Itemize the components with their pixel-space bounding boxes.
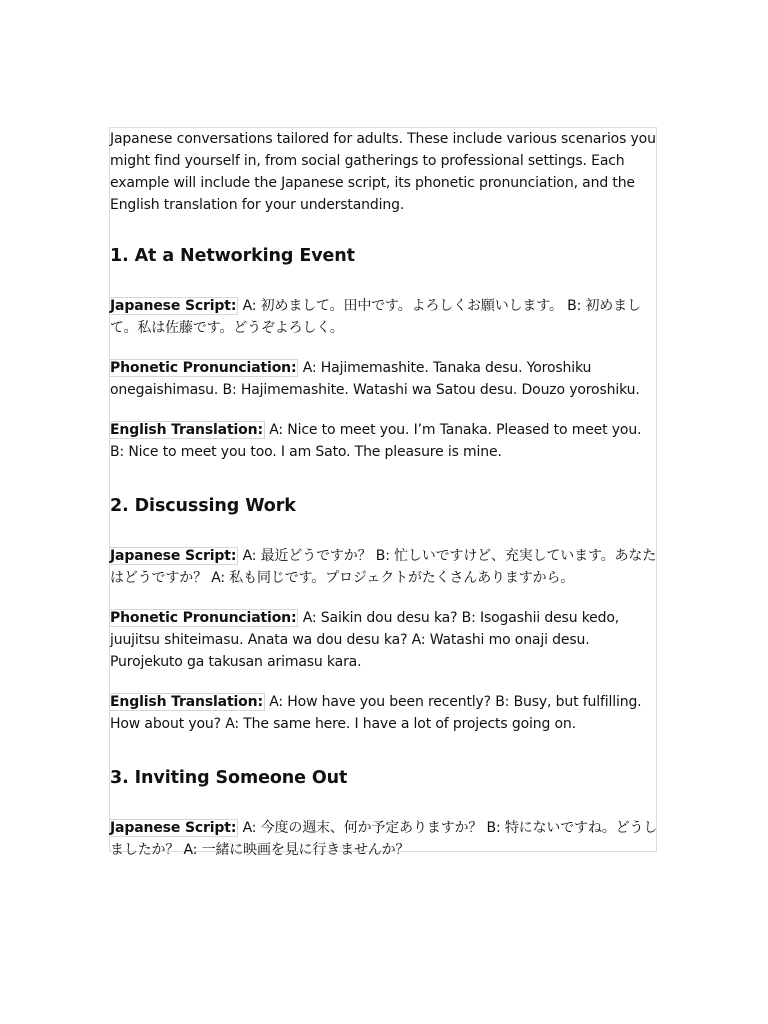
english-entry [110,419,658,463]
phonetic-text: A: Saikin dou desu ka? B: Isogashii desu kedo, juujitsu shiteimasu. Anata wa dou desu ka? A: Watashi mo onaji desu. Purojekuto ga takusan arimasu kara. [110,610,620,670]
section-heading: 2. Discussing Work [110,496,296,516]
document-content [110,128,658,879]
phonetic-entry [110,607,658,673]
japanese-script-label: Japanese Script: [110,298,237,314]
japanese-script-text: A: 最近どうですか？ B: 忙しいですけど、充実しています。あなたはどうですか？ A: 私も同じです。プロジェクトがたくさんありますから。 [110,548,657,586]
section-heading: 3. Inviting Someone Out [110,768,348,788]
english-label: English Translation: [110,694,263,710]
japanese-script-entry [110,295,658,339]
japanese-script-text: A: 今度の週末、何か予定ありますか？ B: 特にないですね。どうしましたか？ A: 一緒に映画を見に行きませんか？ [110,820,658,858]
english-entry [110,691,658,735]
english-text: A: How have you been recently? B: Busy, but fulfilling. How about you? A: The same here. I have a lot of projects going on. [110,694,642,732]
section-heading: 1. At a Networking Event [110,246,355,266]
japanese-script-entry [110,545,658,589]
japanese-script-text: A: 初めまして。田中です。よろしくお願いします。 B: 初めまして。私は佐藤です。どうぞよろしく。 [110,298,641,336]
intro-paragraph: Japanese conversations tailored for adults. These include various scenarios you might find yourself in, from social gatherings to professional settings. Each example will include the Japanese script, its phonetic pronunciation, and the English translation for your understanding. [110,131,656,213]
phonetic-label: Phonetic Pronunciation: [110,360,297,376]
japanese-script-entry [110,817,658,861]
phonetic-entry [110,357,658,401]
phonetic-text: A: Hajimemashite. Tanaka desu. Yoroshiku onegaishimasu. B: Hajimemashite. Watashi wa Satou desu. Douzo yoroshiku. [110,360,640,398]
japanese-script-label: Japanese Script: [110,820,237,836]
english-text: A: Nice to meet you. I’m Tanaka. Pleased to meet you. B: Nice to meet you too. I am Sato. The pleasure is mine. [110,422,642,460]
english-label: English Translation: [110,422,263,438]
japanese-script-label: Japanese Script: [110,548,237,564]
phonetic-label: Phonetic Pronunciation: [110,610,297,626]
